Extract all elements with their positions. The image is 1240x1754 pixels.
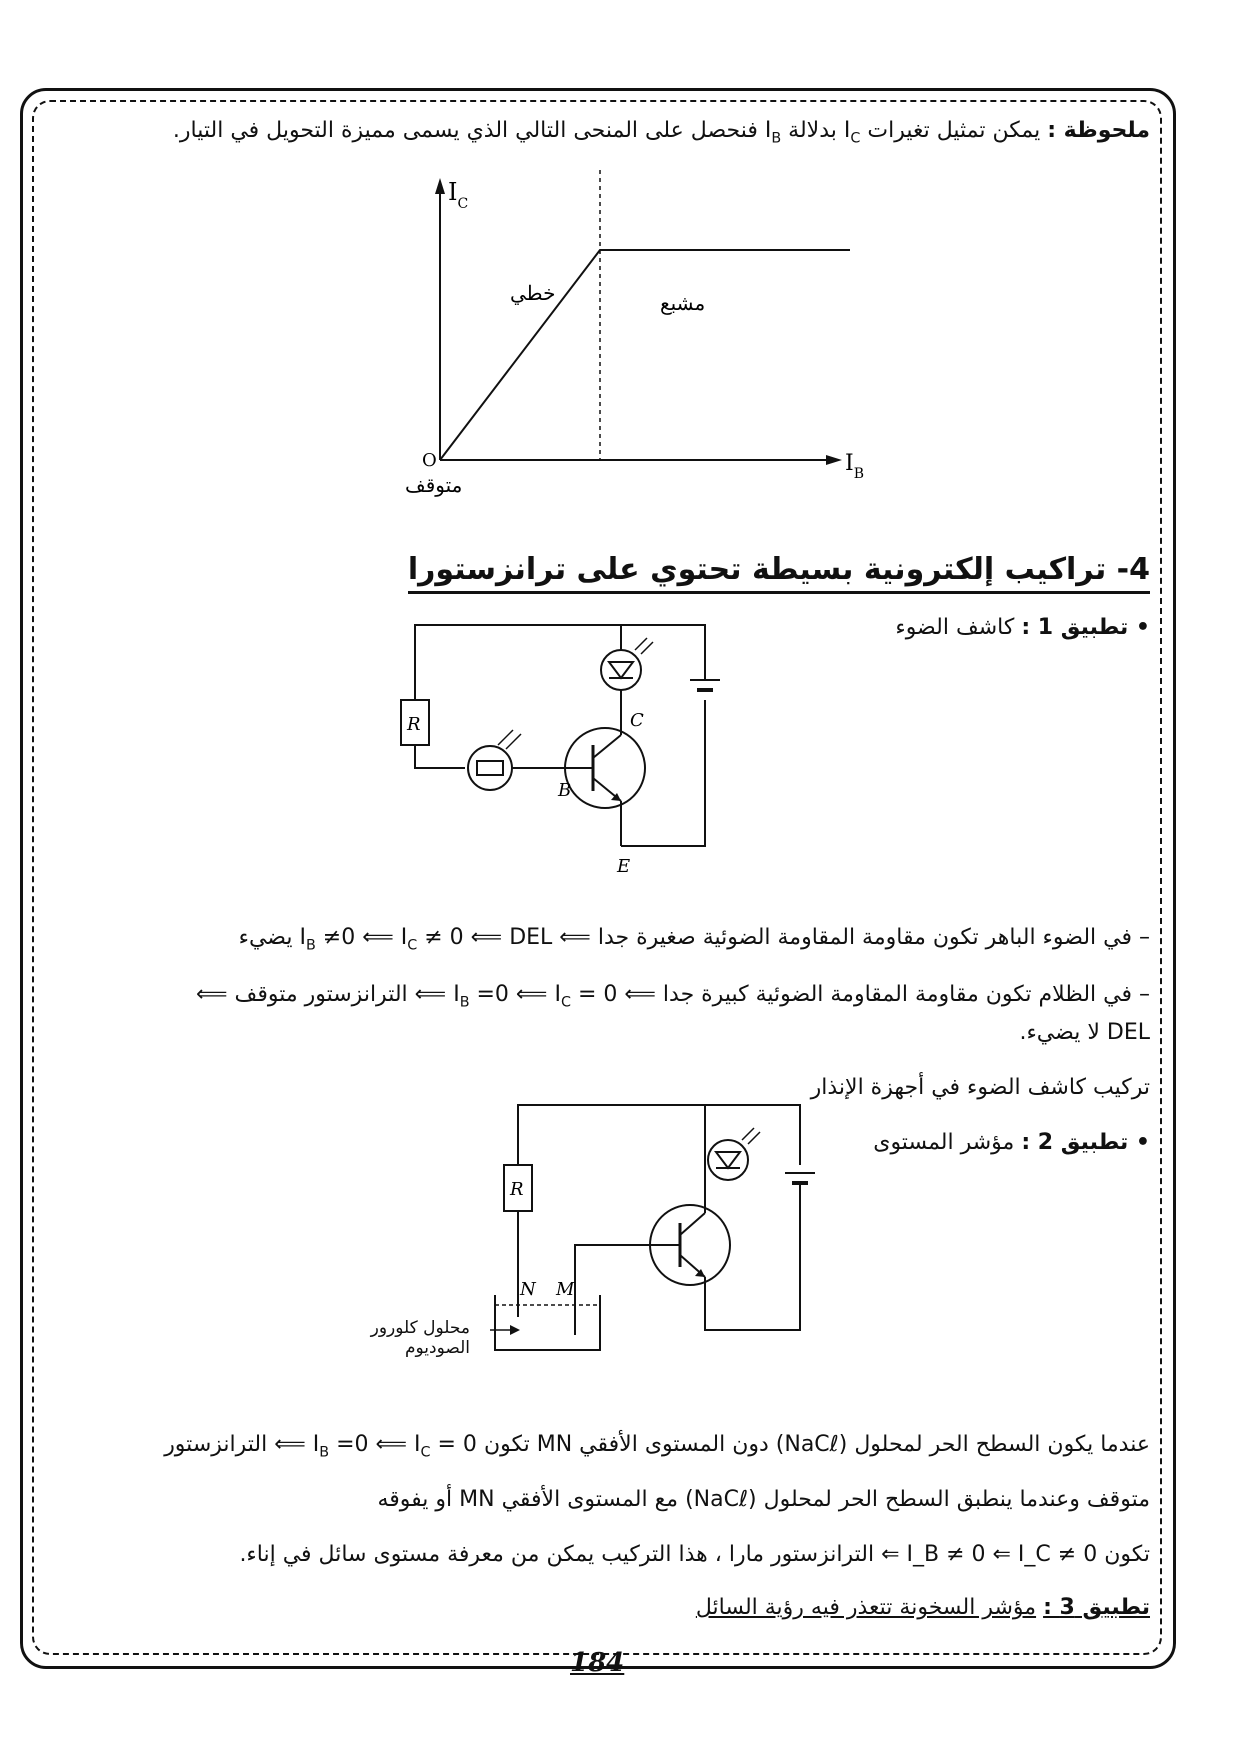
note-text: يمكن تمثيل تغيرات $I_C$ بدلالة $I_B$ فنحصل على المنحى التالي الذي يسمى مميزة التحويل في التيار. xyxy=(172,118,1041,147)
darkness-explanation: – في الظلام تكون مقاومة المقاومة الضوئية كبيرة جدا ⟸ $I_B =0$ ⟸ $I_C = 0$ ⟸ الترانزستور متوقف ⟸ xyxy=(196,982,1150,1011)
svg-text:B: B xyxy=(558,780,572,801)
x-axis-label: $I_B$ xyxy=(845,451,864,482)
svg-text:R: R xyxy=(510,1179,524,1200)
alarm-application-text: تركيب كاشف الضوء في أجهزة الإنذار xyxy=(810,1075,1150,1100)
led-off-text: DEL لا يضيء. xyxy=(1019,1020,1150,1045)
y-axis-label: $I_C$ xyxy=(448,178,469,212)
electrode-m xyxy=(575,1245,655,1335)
application-2-title: • تطبيق 2 : مؤشر المستوى xyxy=(873,1130,1150,1155)
svg-text:R: R xyxy=(407,714,421,735)
cutoff-region-label: متوقف xyxy=(405,473,463,497)
svg-text:E: E xyxy=(617,856,631,877)
page-number: 184 xyxy=(570,1648,625,1678)
led xyxy=(708,1140,748,1180)
origin-label: O xyxy=(422,450,437,471)
conducting-explanation: تكون I_B ≠ 0 ⇐ I_C ≠ 0 ⇐ الترانزستور مارا ، هذا التركيب يمكن من معرفة مستوى سائل في إناء. xyxy=(239,1542,1150,1567)
level-indicator-circuit xyxy=(490,1085,830,1365)
svg-text:N: N xyxy=(520,1279,536,1300)
characteristic-curve xyxy=(440,250,850,460)
led xyxy=(601,650,641,690)
transfer-characteristic-graph xyxy=(380,160,880,500)
below-level-explanation: عندما يكون السطح الحر لمحلول (NaCℓ) دون المستوى الأفقي MN تكون $I_B =0$ ⟸ $I_C = 0$ ⟸ الترانزستور xyxy=(164,1432,1150,1461)
container xyxy=(495,1295,600,1350)
solution-label: محلول كلورور الصوديوم xyxy=(370,1318,470,1358)
saturated-region-label: مشبع xyxy=(660,291,706,315)
section-heading: 4- تراكيب إلكترونية بسيطة تحتوي على ترانزستورا xyxy=(408,552,1150,594)
svg-text:C: C xyxy=(630,710,644,731)
note-line xyxy=(173,118,1150,146)
at-level-explanation: متوقف وعندما ينطبق السطح الحر لمحلول (NaCℓ) مع المستوى الأفقي MN أو يفوقه xyxy=(377,1487,1150,1512)
note-label: ملحوظة : xyxy=(1047,118,1150,143)
bright-light-explanation: – في الضوء الباهر تكون مقاومة المقاومة الضوئية صغيرة جدا ⟸ $I_B \ne 0$ ⟸ $I_C \ne 0$ ⟸ DEL يضيء xyxy=(238,925,1150,954)
application-1-title: • تطبيق 1 : كاشف الضوء xyxy=(895,615,1150,640)
application-3-title: تطبيق 3 : مؤشر السخونة تتعذر فيه رؤية السائل xyxy=(695,1595,1150,1620)
svg-text:M: M xyxy=(556,1279,575,1300)
linear-region-label: خطي xyxy=(510,281,556,305)
light-detector-circuit xyxy=(385,610,725,880)
